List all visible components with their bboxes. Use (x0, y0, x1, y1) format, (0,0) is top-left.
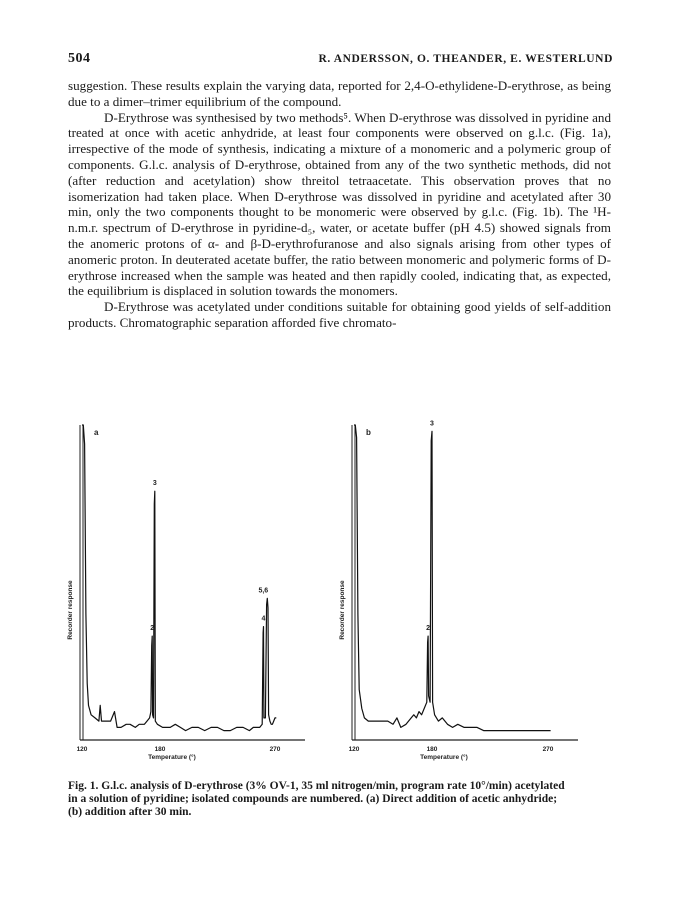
body-text (68, 78, 611, 331)
panel-label: a (94, 428, 99, 437)
page-number: 504 (68, 51, 91, 66)
panel-label: b (366, 428, 371, 437)
x-tick-label: 270 (269, 746, 281, 753)
chromatogram-figure (60, 415, 620, 775)
x-axis-label: Temperature (°) (420, 754, 468, 761)
paragraph-1: suggestion. These results explain the varying data, reported for 2,4-O-ethylidene-D-erythrose, as being due to a dimer–trimer equilibrium of the compound. (68, 78, 611, 109)
x-tick-label: 120 (348, 746, 360, 753)
peak-label: 5,6 (258, 587, 269, 595)
peak-label: 3 (152, 480, 157, 488)
caption-line-2: in a solution of pyridine; isolated compounds are numbered. (a) Direct addition of acetic anhydride; (68, 793, 558, 806)
running-head: R. ANDERSSON, O. THEANDER, E. WESTERLUND (318, 53, 613, 65)
caption-line-1: Fig. 1. G.l.c. analysis of D-erythrose (3% OV-1, 35 ml nitrogen/min, program rate 10°/min) acetylated (68, 780, 565, 792)
chromatogram-trace (82, 425, 276, 731)
x-tick-label: 120 (76, 746, 88, 753)
page-header (68, 51, 613, 69)
peak-label: 2 (150, 625, 155, 633)
x-tick-label: 180 (426, 746, 438, 753)
x-tick-label: 270 (542, 746, 554, 753)
peak-label: 4 (261, 615, 266, 623)
paragraph-3: D-Erythrose was acetylated under conditions suitable for obtaining good yields of self-addition products. Chromatographic separation afforded five chromato- (68, 299, 611, 330)
y-axis-label: Recorder response (67, 580, 74, 640)
x-axis-label: Temperature (°) (148, 754, 196, 761)
chromatogram-trace (354, 425, 551, 731)
x-tick-label: 180 (154, 746, 166, 753)
peak-label: 3 (430, 420, 434, 428)
figure-caption (68, 780, 613, 820)
paragraph-2: D-Erythrose was synthesised by two methods⁵. When D-erythrose was dissolved in pyridine and treated at once with acetic anhydride, at least four components were observed on g.l.c. (Fig. 1a), irrespective of the mode of synthesis, indicating a mixture of a monomeric and a polymeric group of components. G.l.c. analysis of D-erythrose, obtained from any of the two synthetic methods, did not (after reduction and acetylation) show threitol tetraacetate. This observation proves that no isomerization had taken place. When D-erythrose was dissolved in pyridine and acetylated after 30 min, only the two components thought to be monomeric were observed by g.l.c. (Fig. 1b). The ¹H-n.m.r. spectrum of D-erythrose in pyridine-d₅, water, or acetate buffer (pH 4.5) showed signals from the anomeric protons of α- and β-D-erythrofuranose and also signals arising from other types of anomeric proton. In deuterated acetate buffer, the ratio between monomeric and polymeric forms of D-erythrose increased when the sample was heated and then rapidly cooled, indicating that, as expected, the equilibrium is displaced in solution towards the monomers. (68, 109, 611, 299)
caption-line-3: (b) addition after 30 min. (68, 806, 192, 819)
figure-1 (60, 415, 620, 775)
peak-label: 2 (426, 625, 431, 633)
y-axis-label: Recorder response (339, 580, 346, 640)
